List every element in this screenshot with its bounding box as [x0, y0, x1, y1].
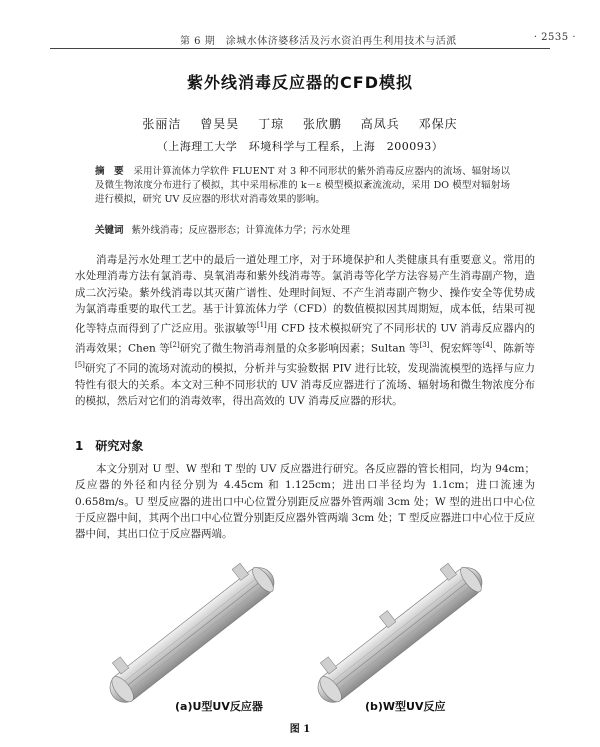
intro-paragraph — [75, 252, 535, 409]
affiliation: （上海理工大学 环境科学与工程系，上海 200093） — [156, 140, 444, 153]
citation: [3] — [419, 340, 430, 349]
intro-text: 研究了微生物消毒剂量的众多影响因素；Sultan 等 — [179, 342, 420, 355]
section-heading — [75, 437, 143, 454]
abstract-label: 摘 要 — [95, 166, 124, 177]
figure-label: 图 1 — [289, 724, 311, 735]
journal-header: 第 6 期 涂城水体济婆移活及污水资泊再生利用技术与活派 — [180, 36, 457, 47]
citation: [2] — [169, 340, 180, 349]
citation: [4] — [482, 340, 493, 349]
section-number: 1 — [75, 439, 84, 453]
author: 曾昊昊 — [200, 117, 240, 131]
author-list — [0, 115, 600, 132]
abstract — [95, 165, 510, 207]
w-reactor-figure — [300, 560, 500, 710]
author: 张欣鹏 — [302, 117, 342, 131]
author: 邓保庆 — [418, 117, 458, 131]
intro-text: 用 CFD 技术模拟研究了不同形状的 UV 消毒反应器内的消毒效果；Chen 等 — [75, 322, 535, 355]
section-title: 研究对象 — [95, 439, 144, 453]
figure-caption-a: (a)U型UV反应器 — [175, 700, 263, 713]
keywords-label: 关键词 — [95, 225, 124, 236]
u-reactor-figure — [92, 560, 292, 710]
intro-text: 、倪宏辉等 — [429, 342, 483, 355]
section1-paragraph: 本文分别对 U 型、W 型和 T 型的 UV 反应器进行研究。各反应器的管长相同，均为 94cm；反应器的外径和内径分别为 4.45cm 和 1.125cm；进出口半径均为 1.1cm；进口流速为 0.658m/s。U 型反应器的进出口中心位置分别距反应器外管两端 3cm 处；W 型的进出口中心位于反应器中间，其两个出口中心位置分别距反应器外管两端 3cm 处；T 型反应器进口中心位于反应器中间，其出口位于反应器两端。 — [75, 463, 535, 541]
author: 张丽洁 — [142, 117, 182, 131]
keywords-text: 紫外线消毒；反应器形态；计算流体力学；污水处理 — [131, 225, 351, 236]
figure-caption-b: (b)W型UV反应 — [365, 700, 446, 713]
citation: [5] — [75, 360, 85, 369]
keywords — [95, 222, 525, 236]
intro-text: 研究了不同的流场对流动的模拟，分析并与实验数据 PIV 进行比较，发现湍流模型的选择与应力特性有很大的关系。本文对三种不同形状的 UV 消毒反应器进行了流场、辐射场和微生物浓度分布的模拟，然后对它们的消毒效率，得出高效的 UV 消毒反应器的形状。 — [75, 362, 535, 407]
author: 丁琼 — [258, 117, 285, 131]
paper-title: 紫外线消毒反应器的CFD模拟 — [187, 73, 413, 92]
citation: [1] — [256, 321, 267, 330]
abstract-text: 采用计算流体力学软件 FLUENT 对 3 种不同形状的紫外消毒反应器内的流场、辐射场以及微生物浓度分布进行了模拟，其中采用标准的 k－ε 模型模拟紊流流动，采用 DO 模型对辐射场进行模拟，研究 UV 反应器的形状对消毒效果的影响。 — [95, 166, 510, 205]
author: 高凤兵 — [360, 117, 400, 131]
intro-text: 、陈新等 — [492, 342, 535, 355]
page-number: · 2535 · — [533, 32, 576, 43]
header-rule — [50, 48, 550, 49]
intro-text: 消毒是污水处理工艺中的最后一道处理工序，对于环境保护和人类健康具有重要意义。常用的水处理消毒方法有氯消毒、臭氧消毒和紫外线消毒等。氯消毒等化学方法容易产生消毒副产物，造成二次污染。紫外线消毒以其灭菌广谱性、处理时间短、不产生消毒副产物少、操作安全等优势成为氯消毒重要的取代工艺。基于计算流体力学（CFD）的数值模拟因其周期短，成本低，结果可视化等特点而得到了广泛应用。张淑敏等 — [75, 254, 535, 335]
